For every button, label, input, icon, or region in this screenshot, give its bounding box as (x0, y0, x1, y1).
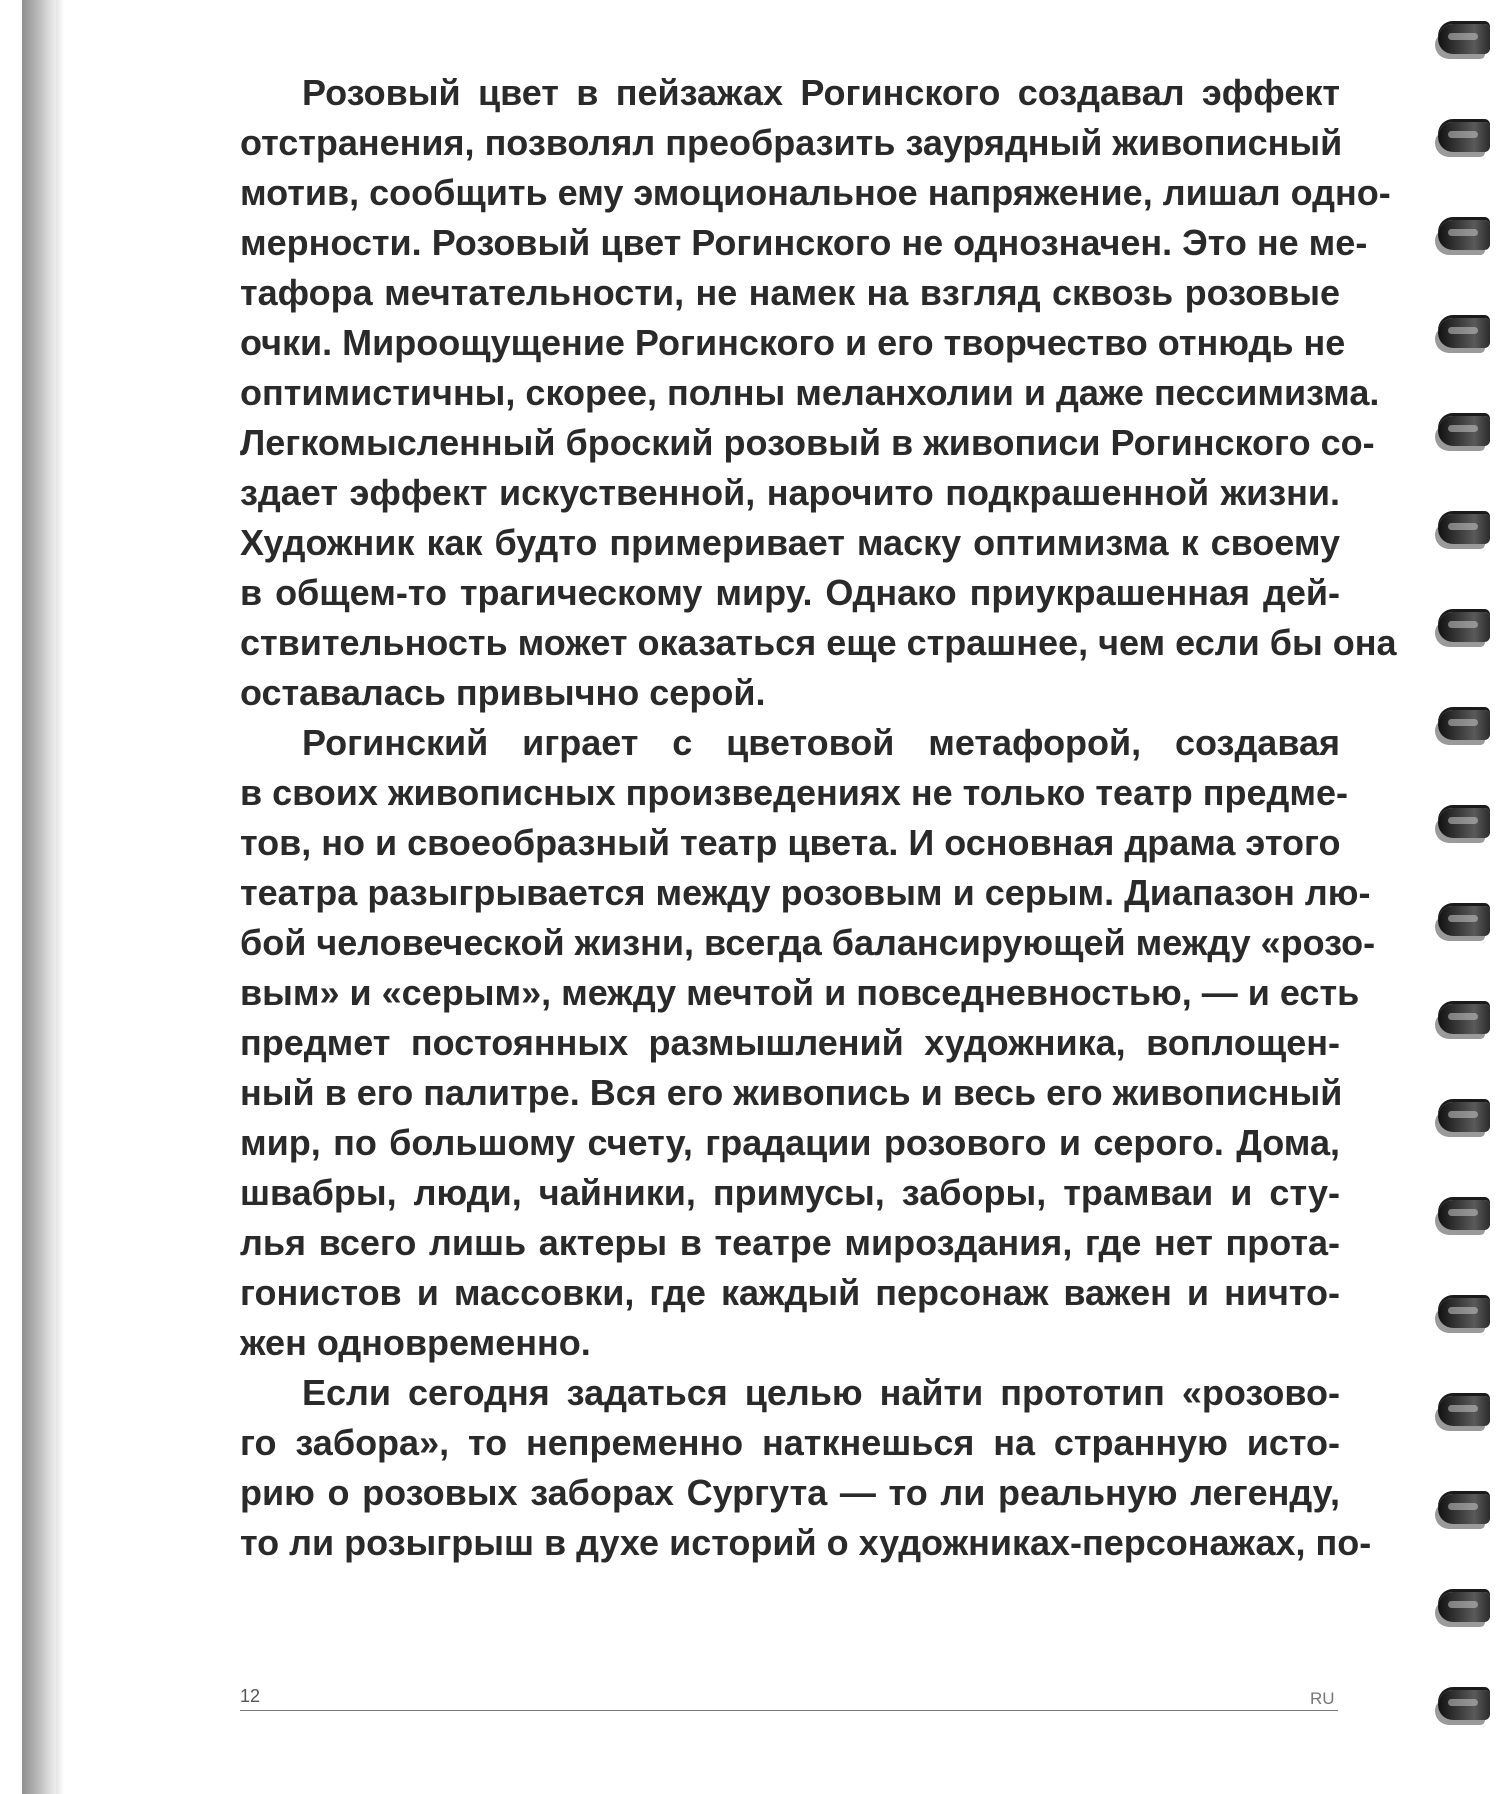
binding-ring (1438, 1102, 1490, 1132)
binding-ring (1438, 1690, 1490, 1720)
text-line: Если сегодня задаться целью найти прототип «розово- (302, 1372, 1340, 1413)
text-line: отстранения, позволял преобразить заурядный живописный (240, 122, 1343, 163)
text-line: швабры, люди, чайники, примусы, заборы, трамваи и сту- (240, 1172, 1340, 1213)
binding-ring (1438, 514, 1490, 544)
body-text (240, 68, 1397, 1568)
text-line: очки. Мироощущение Рогинского и его творчество отнюдь не (240, 322, 1346, 363)
text-line: Розовый цвет в пейзажах Рогинского создавал эффект (302, 72, 1340, 113)
text-line: мотив, сообщить ему эмоциональное напряжение, лишал одно- (240, 172, 1391, 213)
footer-rule (240, 1710, 1338, 1711)
text-line: в своих живописных произведениях не только театр предме- (240, 772, 1348, 813)
text-line: оставалась привычно серой. (240, 672, 766, 713)
text-line: Рогинский играет с цветовой метафорой, создавая (302, 722, 1340, 763)
binding-ring (1438, 808, 1490, 838)
language-mark: RU (1310, 1689, 1335, 1708)
binding-ring (1438, 122, 1490, 152)
text-line: тов, но и своеобразный театр цвета. И основная драма этого (240, 822, 1341, 863)
text-line: жен одновременно. (240, 1322, 591, 1363)
page-left-edge-shadow (56, 0, 64, 1794)
text-line: ствительность может оказаться еще страшнее, чем если бы она (240, 622, 1397, 663)
text-line: предмет постоянных размышлений художника, воплощен- (240, 1022, 1340, 1063)
text-line: театра разыгрывается между розовым и серым. Диапазон лю- (240, 872, 1371, 913)
spiral-binding (1420, 0, 1504, 1794)
text-line: бой человеческой жизни, всегда балансирующей между «розо- (240, 922, 1376, 963)
text-line: то ли розыгрыш в духе историй о художниках-персонажах, по- (240, 1522, 1372, 1563)
binding-ring (1438, 612, 1490, 642)
page-left-edge (22, 0, 56, 1794)
text-line: вым» и «серым», между мечтой и повседневностью, — и есть (240, 972, 1360, 1013)
text-line: оптимистичны, скорее, полны меланхолии и даже пессимизма. (240, 372, 1380, 413)
binding-ring (1438, 220, 1490, 250)
text-line: тафора мечтательности, не намек на взгляд сквозь розовые (240, 272, 1340, 313)
text-line: Легкомысленный броский розовый в живописи Рогинского со- (240, 422, 1375, 463)
page-number: 12 (240, 1686, 261, 1706)
binding-ring (1438, 1004, 1490, 1034)
text-line: ный в его палитре. Вся его живопись и весь его живописный (240, 1072, 1343, 1113)
paragraph-2 (240, 718, 1376, 1368)
paragraph-3 (240, 1368, 1372, 1568)
binding-ring (1438, 1494, 1490, 1524)
paragraph-1 (240, 68, 1397, 718)
binding-ring (1438, 1200, 1490, 1230)
binding-ring (1438, 318, 1490, 348)
text-line: лья всего лишь актеры в театре мироздания, где нет прота- (240, 1222, 1340, 1263)
binding-ring (1438, 1396, 1490, 1426)
binding-ring (1438, 1298, 1490, 1328)
text-line: здает эффект искуственной, нарочито подкрашенной жизни. (240, 472, 1340, 513)
text-line: в общем-то трагическому миру. Однако приукрашенная дей- (240, 572, 1340, 613)
binding-ring (1438, 24, 1490, 54)
text-line: го забора», то непременно наткнешься на странную исто- (240, 1422, 1340, 1463)
binding-ring (1438, 1592, 1490, 1622)
binding-ring (1438, 416, 1490, 446)
text-line: мир, по большому счету, градации розового и серого. Дома, (240, 1122, 1340, 1163)
text-line: гонистов и массовки, где каждый персонаж важен и ничто- (240, 1272, 1340, 1313)
binding-ring (1438, 710, 1490, 740)
text-line: рию о розовых заборах Сургута — то ли реальную легенду, (240, 1472, 1340, 1513)
text-line: мерности. Розовый цвет Рогинского не однозначен. Это не ме- (240, 222, 1368, 263)
binding-ring (1438, 906, 1490, 936)
text-line: Художник как будто примеривает маску оптимизма к своему (240, 522, 1340, 563)
